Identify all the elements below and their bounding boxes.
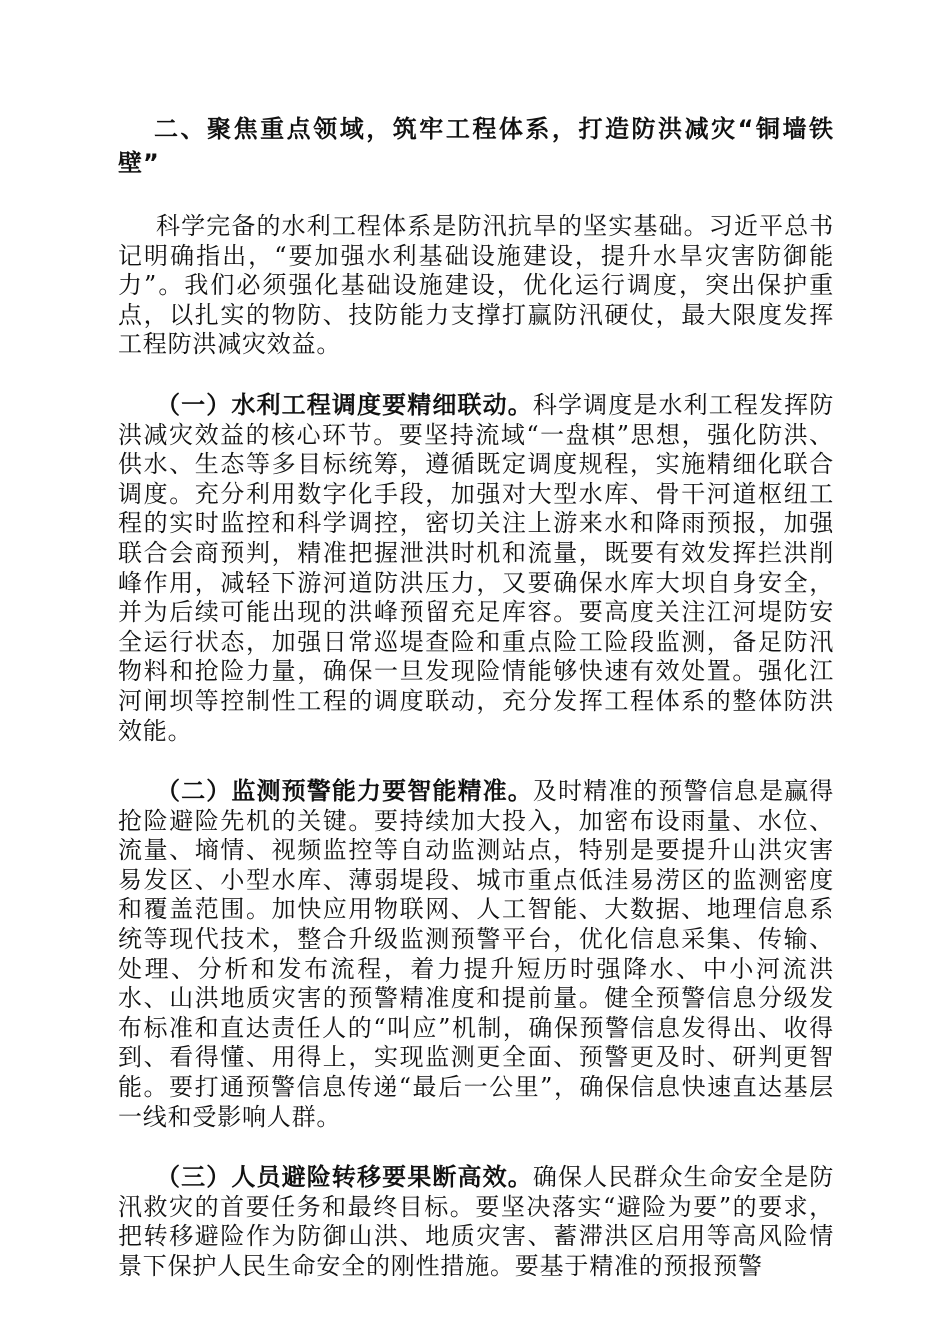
subsection-3-lead: （三）人员避险转移要果断高效。 — [156, 1163, 533, 1192]
subsection-1-body: 科学调度是水利工程发挥防洪减灾效益的核心环节。要坚持流域“一盘棋”思想，强化防洪、供水、生态等多目标统筹，遵循既定调度规程，实施精细化联合调度。充分利用数字化手段，加强对大型水库、骨干河道枢纽工程的实时监控和科学调控，密切关注上游来水和降雨预报，加强联合会商预判，精准把握泄洪时机和流量，既要有效发挥拦洪削峰作用，减轻下游河道防洪压力，又要确保水库大坝自身安全，并为后续可能出现的洪峰预留充足库容。要高度关注江河堤防安全运行状态，加强日常巡堤查险和重点险工险段监测，备足防汛物料和抢险力量，确保一旦发现险情能够快速有效处置。强化江河闸坝等控制性工程的调度联动，充分发挥工程体系的整体防洪效能。 — [118, 390, 834, 745]
intro-paragraph: 科学完备的水利工程体系是防汛抗旱的坚实基础。习近平总书记明确指出，“要加强水利基础设施建设，提升水旱灾害防御能力”。我们必须强化基础设施建设，优化运行调度，突出保护重点，以扎实的物防、技防能力支撑打赢防汛硬仗，最大限度发挥工程防洪减灾效益。 — [118, 212, 834, 359]
subsection-1-lead: （一）水利工程调度要精细联动。 — [156, 390, 533, 419]
subsection-3-body: 确保人民群众生命安全是防汛救灾的首要任务和最终目标。要坚决落实“避险为要”的要求，把转移避险作为防御山洪、地质灾害、蓄滞洪区启用等高风险情景下保护人民生命安全的刚性措施。要基于精准的预报预警 — [118, 1163, 834, 1280]
document-page — [118, 112, 834, 1282]
subsection-2-body: 及时精准的预警信息是赢得抢险避险先机的关键。要持续加大投入，加密布设雨量、水位、流量、墒情、视频监控等自动监测站点，特别是要提升山洪灾害易发区、小型水库、薄弱堤段、城市重点低洼易涝区的监测密度和覆盖范围。加快应用物联网、人工智能、大数据、地理信息系统等现代技术，整合升级监测预警平台，优化信息采集、传输、处理、分析和发布流程，着力提升短历时强降水、中小河流洪水、山洪地质灾害的预警精准度和提前量。健全预警信息分级发布标准和直达责任人的“叫应”机制，确保预警信息发得出、收得到、看得懂、用得上，实现监测更全面、预警更及时、研判更智能。要打通预警信息传递“最后一公里”，确保信息快速直达基层一线和受影响人群。 — [118, 777, 834, 1131]
section-heading: 二、聚焦重点领域，筑牢工程体系，打造防洪减灾“铜墙铁壁” — [118, 115, 834, 177]
subsection-2-lead: （二）监测预警能力要智能精准。 — [156, 777, 533, 806]
subsection-3 — [118, 1163, 834, 1281]
subsection-1 — [118, 391, 834, 746]
subsection-2 — [118, 777, 834, 1132]
